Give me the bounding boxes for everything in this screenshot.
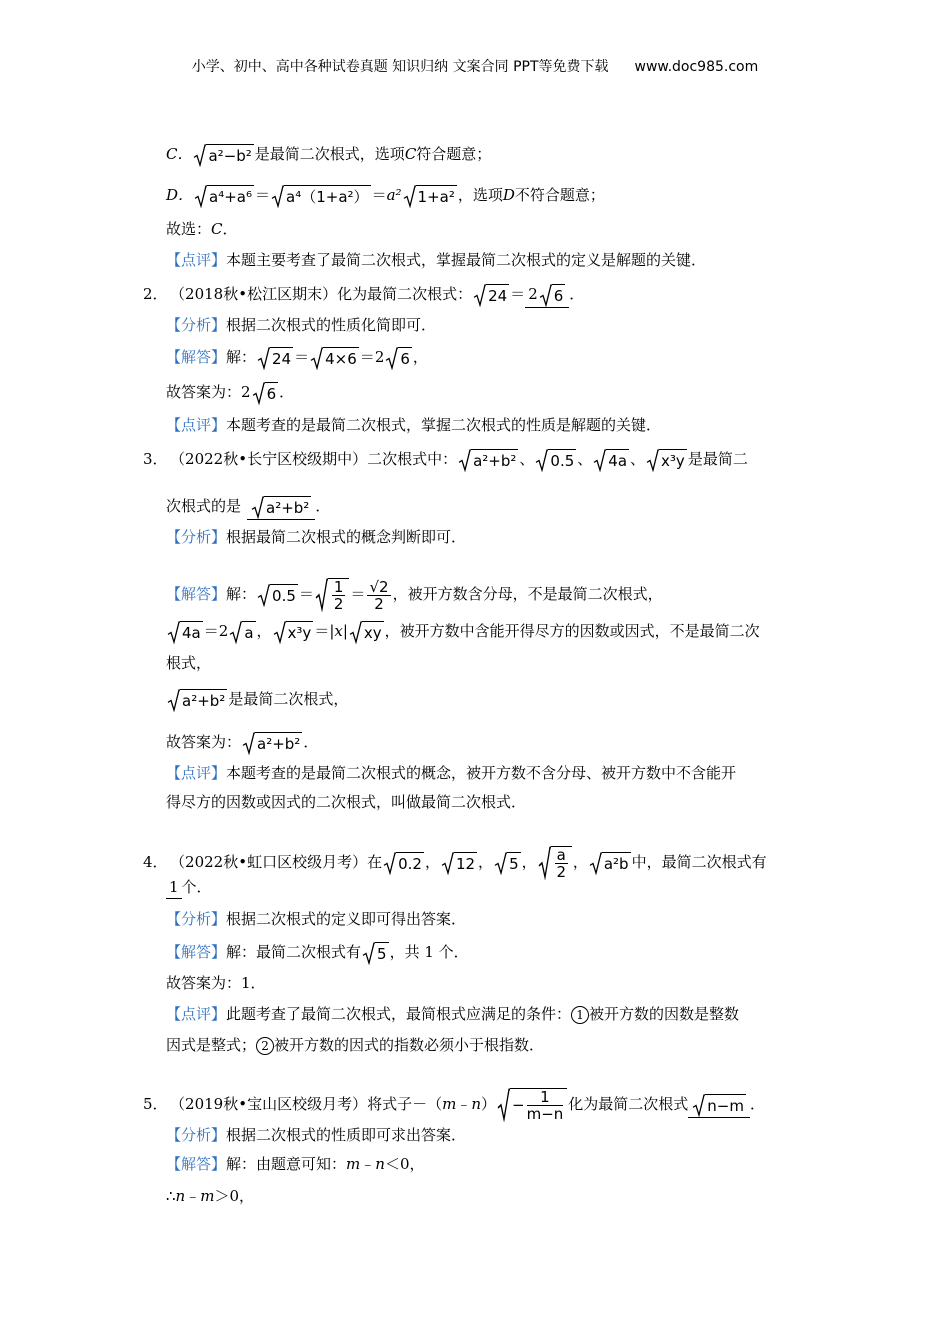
q4-analysis: [166, 908, 466, 930]
question-end: ．: [569, 285, 585, 303]
q3-solution3: [166, 652, 211, 674]
final-label: 故答案为：: [166, 733, 242, 751]
question-tail: 是最简二: [687, 450, 748, 468]
option-d-letter: D: [502, 186, 515, 204]
comment-text: 本题考查的是最简二次根式的概念，被开方数不含分母、被开方数中不含能开: [226, 764, 737, 782]
coefficient: a²: [386, 186, 402, 204]
question-end: ．: [749, 1095, 765, 1113]
q2-final: [166, 381, 294, 405]
comment-text: 被开方数的因数是整数: [589, 1005, 740, 1023]
fraction: $\frac{√2}{2}$: [369, 577, 389, 613]
radical: a²+b²: [242, 732, 302, 755]
q3-analysis: [166, 526, 466, 548]
solution-tag: 【解答】: [166, 943, 227, 961]
q3-solution2: [166, 620, 760, 644]
q3-line1: [143, 448, 748, 472]
solution-tag: 【解答】: [166, 1155, 227, 1173]
radical: 0.2: [383, 852, 424, 875]
minus: ﹣: [360, 1155, 376, 1173]
analysis-text: 根据二次根式的定义即可得出答案．: [226, 910, 467, 928]
separator: 、: [630, 450, 646, 468]
answer-blank: 1: [166, 876, 182, 899]
option-c-line: [166, 143, 491, 167]
variable: n: [375, 1155, 385, 1173]
q4-solution: [166, 941, 469, 965]
page-header: [0, 56, 950, 76]
comma: ，: [256, 622, 272, 640]
equals: ＝: [255, 186, 271, 204]
comma: ，: [424, 853, 440, 871]
final-end: ．: [303, 733, 319, 751]
option-d-line: [166, 184, 605, 208]
analysis-text: 根据二次根式的性质即可求出答案．: [226, 1126, 467, 1144]
q2-comment: [166, 414, 661, 436]
variable: m: [346, 1155, 361, 1173]
question-source: （2022秋•长宁区校级期中）二次根式中：: [177, 450, 458, 468]
comment-text: 此题考查了最简二次根式，最简根式应满足的条件：: [226, 1005, 572, 1023]
radical: 4a: [593, 449, 629, 472]
paren: ）: [481, 1095, 497, 1113]
q4-line2: [166, 876, 212, 899]
radical: x³y: [646, 449, 687, 472]
radical: 6: [385, 347, 412, 370]
radical: a⁴+a⁶: [194, 185, 254, 208]
choose-end: ．: [222, 220, 238, 238]
question-number: 2．: [143, 285, 168, 303]
option-c-end: 符合题意；: [416, 145, 492, 163]
radical: 6: [252, 382, 279, 405]
radical: 24: [473, 284, 509, 307]
radical: a⁴（1+a²）: [271, 185, 371, 208]
answer-blank: a²+b²: [247, 495, 315, 520]
solution-prefix: 解：: [226, 585, 257, 603]
solution-prefix: 解：最简二次根式有: [226, 943, 362, 961]
header-site: www.doc985.com: [634, 59, 759, 75]
comment-tag: 【点评】: [166, 416, 227, 434]
comment-text: 本题考查的是最简二次根式，掌握二次根式的性质是解题的关键．: [226, 416, 662, 434]
question-tail: 中，最简二次根式有: [631, 853, 767, 871]
option-d-end: 不符合题意；: [514, 186, 605, 204]
solution-tag: 【解答】: [166, 348, 227, 366]
q3-line2: [166, 495, 330, 520]
equals: ＝: [203, 622, 219, 640]
comma: ，: [521, 853, 537, 871]
q3-comment2: [166, 791, 526, 813]
radical: a²−b²: [193, 144, 253, 167]
question-source: （2022秋•虹口区校级月考）在: [177, 853, 383, 871]
final-end: ．: [279, 383, 295, 401]
question-text: 次根式的是: [166, 497, 242, 515]
solution-text: 是最简二次根式，: [228, 690, 349, 708]
radical: 24: [257, 347, 293, 370]
q3-final: [166, 731, 318, 755]
choose-label: 故选：: [166, 220, 212, 238]
option-c-label: C．: [166, 145, 193, 163]
solution-expr: ＜0，: [384, 1155, 425, 1173]
variable: m: [442, 1095, 457, 1113]
solution-text: ，被开方数含分母，不是最简二次根式，: [392, 585, 663, 603]
radical: a²+b²: [167, 689, 227, 712]
question-number: 3．: [143, 450, 168, 468]
q5-solution: [166, 1153, 425, 1175]
comment-text: 本题主要考查了最简二次根式，掌握最简二次根式的定义是解题的关键．: [226, 251, 707, 269]
solution-expr: ＞0，: [214, 1187, 255, 1205]
coefficient: 2: [218, 622, 229, 640]
analysis-tag: 【分析】: [166, 910, 227, 928]
analysis-tag: 【分析】: [166, 528, 227, 546]
radical: 4a: [167, 621, 203, 644]
equals: ＝: [371, 186, 387, 204]
option-c-text: 是最简二次根式，选项: [254, 145, 405, 163]
variable: m: [200, 1187, 215, 1205]
q2-analysis: [166, 314, 436, 336]
q3-solution1: [166, 578, 663, 612]
q4-comment2: [166, 1034, 544, 1056]
solution-text: ，被开方数中含能开得尽方的因数或因式，不是最简二次: [384, 622, 760, 640]
radical: 1+a²: [403, 185, 457, 208]
comment-text: 因式是整式；: [166, 1036, 257, 1054]
top-comment-line: [166, 249, 706, 271]
analysis-text: 根据最简二次根式的概念判断即可．: [226, 528, 467, 546]
circled-number: 2: [256, 1037, 274, 1055]
radical: a²b: [589, 852, 631, 875]
circled-number: 1: [571, 1006, 589, 1024]
q2-line: [143, 283, 584, 308]
q5-analysis: [166, 1124, 466, 1146]
minus: ﹣: [456, 1095, 472, 1113]
equals: ＝: [314, 622, 330, 640]
comment-tag: 【点评】: [166, 251, 227, 269]
comma: ，: [572, 853, 588, 871]
solution-tag: 【解答】: [166, 585, 227, 603]
separator: 、: [519, 450, 535, 468]
option-d-text: ，选项: [457, 186, 503, 204]
radical: 5: [362, 942, 389, 965]
solution-text: 根式，: [166, 654, 212, 672]
radical: a: [229, 621, 255, 644]
radical: 5: [494, 852, 521, 875]
q4-line1: [143, 846, 767, 880]
solution-end: ，共 1 个．: [389, 943, 469, 961]
variable: n: [175, 1187, 186, 1205]
equals: ＝: [359, 348, 375, 366]
variable: n: [471, 1095, 481, 1113]
q4-final: [166, 972, 266, 994]
comment-text: 被开方数的因式的指数必须小于根指数．: [274, 1036, 545, 1054]
radical: − $\frac{1}{m-n}$: [497, 1088, 567, 1122]
equals: ＝: [298, 585, 314, 603]
q3-comment1: [166, 762, 736, 784]
coefficient: 2: [241, 383, 251, 401]
question-end: 个．: [181, 878, 212, 896]
choose-answer: C: [211, 220, 223, 238]
separator: 、: [577, 450, 593, 468]
coefficient: 2: [374, 348, 385, 366]
comma: ，: [478, 853, 494, 871]
final-label: 故答案为：1．: [166, 974, 266, 992]
final-label: 故答案为：: [166, 383, 242, 401]
analysis-tag: 【分析】: [166, 316, 227, 334]
comment-tag: 【点评】: [166, 764, 227, 782]
question-source: （2019秋•宝山区校级月考）将式子－（: [177, 1095, 443, 1113]
comment-text: 得尽方的因数或因式的二次根式，叫做最简二次根式．: [166, 793, 527, 811]
equals: ＝: [294, 348, 310, 366]
absolute-value: |x|: [329, 622, 348, 640]
q3-solution4: [166, 688, 348, 712]
therefore-symbol: ∴: [166, 1187, 176, 1205]
analysis-text: 根据二次根式的性质化简即可．: [226, 316, 437, 334]
answer-blank: n−m: [688, 1093, 750, 1118]
solution-end: ，: [412, 348, 428, 366]
analysis-tag: 【分析】: [166, 1126, 227, 1144]
option-d-label: D．: [166, 186, 194, 204]
question-number: 5．: [143, 1095, 168, 1113]
q5-therefore: [166, 1185, 254, 1207]
question-number: 4．: [143, 853, 168, 871]
comment-tag: 【点评】: [166, 1005, 227, 1023]
answer-blank: 2 6: [525, 283, 569, 308]
radical: $\frac{1}{2}$: [315, 578, 350, 612]
q5-line: [143, 1088, 765, 1122]
option-c-letter: C: [404, 145, 417, 163]
radical: a²+b²: [458, 449, 518, 472]
solution-prefix: 解：: [226, 348, 257, 366]
equals: ＝: [510, 285, 526, 303]
radical: $\frac{a}{2}$: [538, 846, 572, 880]
choose-line: [166, 218, 238, 240]
radical: 0.5: [257, 584, 298, 607]
solution-text: 解：由题意可知：: [226, 1155, 347, 1173]
equals: ＝: [350, 585, 366, 603]
header-text: 小学、初中、高中各种试卷真题 知识归纳 文案合同 PPT等免费下载: [191, 59, 609, 75]
question-tail: 化为最简二次根式: [568, 1095, 689, 1113]
radical: 4×6: [310, 347, 359, 370]
radical: xy: [349, 621, 384, 644]
minus: ﹣: [185, 1187, 201, 1205]
radical: 12: [441, 852, 477, 875]
q2-solution: [166, 346, 428, 370]
q4-comment1: [166, 1003, 739, 1025]
radical: 0.5: [535, 449, 576, 472]
question-source: （2018秋•松江区期末）化为最简二次根式：: [177, 285, 473, 303]
radical: x³y: [273, 621, 314, 644]
question-end: ．: [315, 497, 331, 515]
